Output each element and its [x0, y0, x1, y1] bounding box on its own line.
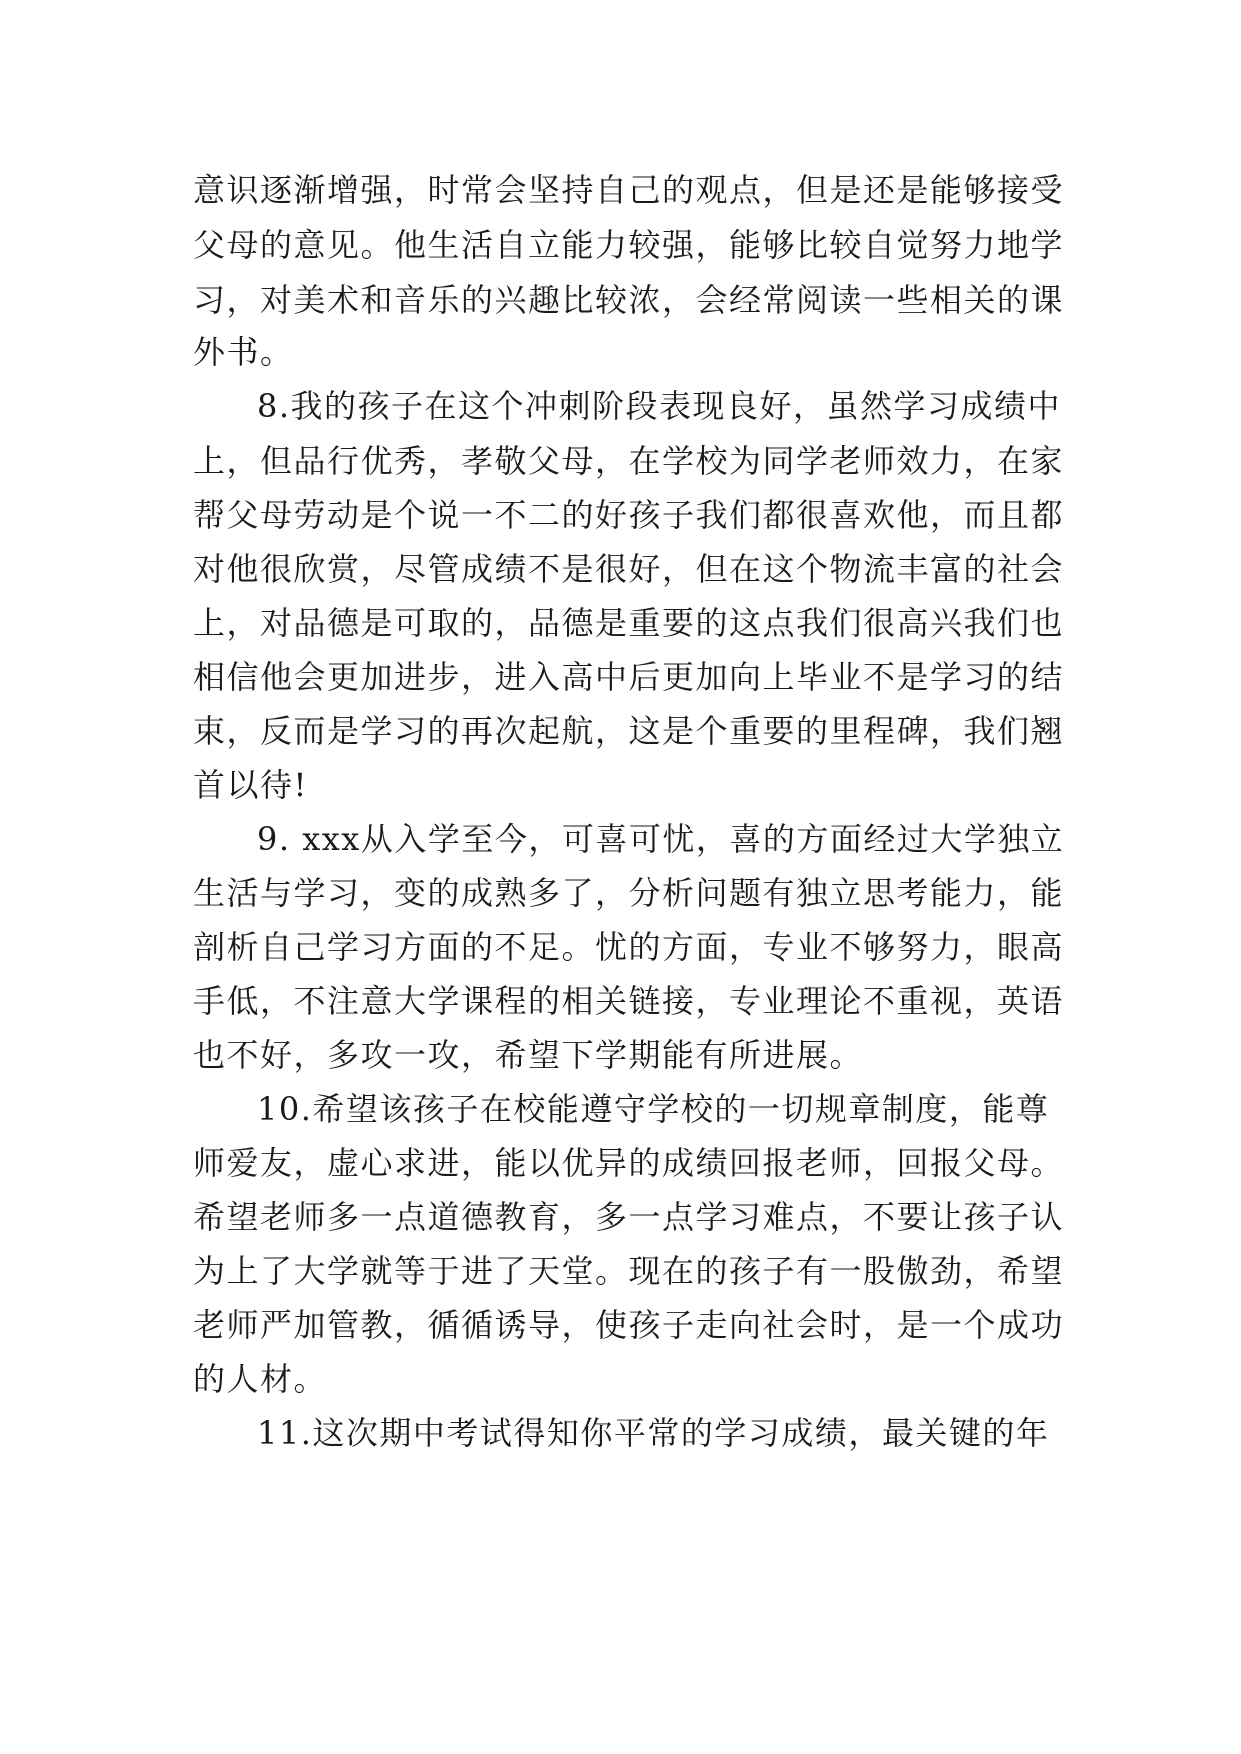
paragraph-8-start: 8.我的孩子在这个冲刺阶段表现良好，虽然学习成绩中 [257, 387, 1062, 425]
text-line: 外书。 [193, 333, 294, 371]
text-line: 束，反而是学习的再次起航，这是个重要的里程碑，我们翘 [193, 712, 1065, 750]
text-line: 习，对美术和音乐的兴趣比较浓，会经常阅读一些相关的课 [193, 281, 1065, 319]
text-line: 父母的意见。他生活自立能力较强，能够比较自觉努力地学 [193, 226, 1065, 264]
text-line: 的人材。 [193, 1360, 328, 1398]
text-line: 首以待! [193, 766, 308, 804]
text-line: 对他很欣赏，尽管成绩不是很好，但在这个物流丰富的社会 [193, 550, 1065, 588]
text-line: 生活与学习，变的成熟多了，分析问题有独立思考能力，能 [193, 874, 1065, 912]
text-line: 上，但品行优秀，孝敬父母，在学校为同学老师效力，在家 [193, 442, 1065, 480]
text-line: 也不好，多攻一攻，希望下学期能有所进展。 [193, 1036, 864, 1074]
text-line: 意识逐渐增强，时常会坚持自己的观点，但是还是能够接受 [193, 171, 1065, 209]
text-line: 师爱友，虚心求进，能以优异的成绩回报老师，回报父母。 [193, 1144, 1065, 1182]
text-line: 相信他会更加进步，进入高中后更加向上毕业不是学习的结 [193, 658, 1065, 696]
text-line: 老师严加管教，循循诱导，使孩子走向社会时，是一个成功 [193, 1306, 1065, 1344]
text-line: 希望老师多一点道德教育，多一点学习难点，不要让孩子认 [193, 1198, 1065, 1236]
text-line: 上，对品德是可取的，品德是重要的这点我们很高兴我们也 [193, 604, 1065, 642]
text-line: 剖析自己学习方面的不足。忧的方面，专业不够努力，眼高 [193, 928, 1065, 966]
paragraph-10-start: 10.希望该孩子在校能遵守学校的一切规章制度，能尊 [257, 1090, 1050, 1128]
text-line: 手低，不注意大学课程的相关链接，专业理论不重视，英语 [193, 982, 1065, 1020]
text-line: 为上了大学就等于进了天堂。现在的孩子有一股傲劲，希望 [193, 1252, 1065, 1290]
paragraph-9-start: 9. xxx从入学至今，可喜可忧，喜的方面经过大学独立 [257, 820, 1065, 858]
text-line: 帮父母劳动是个说一不二的好孩子我们都很喜欢他，而且都 [193, 496, 1065, 534]
paragraph-11-start: 11.这次期中考试得知你平常的学习成绩，最关键的年 [257, 1414, 1050, 1452]
